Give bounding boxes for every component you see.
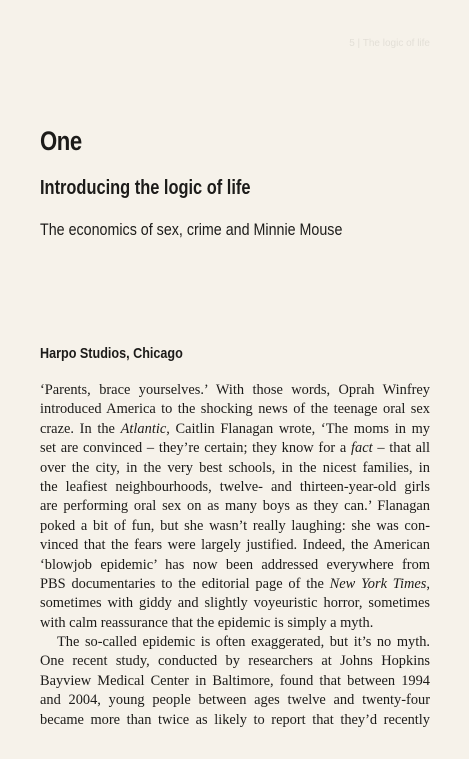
text-run: the leafiest neighbourhoods, twelve- and thirteen-year-old girls [40, 478, 430, 495]
text-line [40, 381, 430, 400]
chapter-title: Introducing the logic of life [40, 177, 251, 199]
text-run: Bayview Medical Center in Baltimore, found that between 1994 [40, 672, 430, 689]
italic-title: fact [351, 440, 373, 457]
text-run: introduced America to the shocking news of the teenage oral sex [40, 401, 430, 418]
text-line [40, 614, 430, 633]
text-run: sometimes with giddy and slightly voyeuristic horror, sometimes [40, 595, 430, 612]
text-line [40, 691, 430, 710]
text-run: One recent study, conducted by researchers at Johns Hopkins [40, 653, 430, 670]
text-run: craze. In the [40, 420, 121, 437]
text-run: ‘blowjob epidemic’ has now been addressed everywhere from [40, 556, 430, 573]
section-heading: Harpo Studios, Chicago [40, 345, 183, 362]
text-line [40, 575, 430, 594]
chapter-subtitle: The economics of sex, crime and Minnie Mouse [40, 220, 343, 239]
text-run: The so-called epidemic is often exaggerated, but it’s no myth. [57, 634, 430, 651]
body-text [40, 381, 430, 730]
chapter-number: One [40, 126, 82, 156]
text-line [40, 633, 430, 652]
text-line [40, 711, 430, 730]
text-line [40, 536, 430, 555]
text-line [40, 672, 430, 691]
text-run: with calm reassurance that the epidemic is simply a myth. [40, 614, 374, 631]
show-through-text [40, 34, 430, 53]
text-run: , Caitlin Flanagan wrote, ‘The moms in my [166, 420, 430, 437]
text-line [40, 652, 430, 671]
text-line [40, 478, 430, 497]
text-run: ‘Parents, brace yourselves.’ With those words, Oprah Winfrey [40, 382, 430, 398]
text-run: set are convinced – they’re certain; they know for a [40, 440, 352, 457]
text-line [40, 420, 430, 439]
text-run: and 2004, young people between ages twelve and twenty-four [40, 692, 430, 709]
text-run: PBS documentaries to the editorial page of the [40, 575, 330, 592]
italic-title: New York Times [329, 575, 427, 592]
text-line [40, 497, 430, 516]
text-run: , [426, 575, 430, 592]
text-line [40, 594, 430, 613]
text-line [40, 517, 430, 536]
text-run: are performing oral sex on as many boys as they can.’ Flanagan [40, 498, 430, 515]
text-run: became more than twice as likely to report that they’d recently [40, 711, 430, 728]
text-line [40, 556, 430, 575]
text-run: poked a bit of fun, but she wasn’t really laughing: she was con- [40, 517, 430, 534]
text-line [40, 439, 430, 458]
show-through-running-head: 5 | The logic of life [349, 38, 430, 49]
text-line [40, 400, 430, 419]
italic-title: Atlantic [120, 420, 167, 437]
text-run: vinced that the fears were largely justified. Indeed, the American [40, 537, 430, 554]
text-run: over the city, in the very best schools, in the nicest families, in [40, 459, 430, 476]
text-run: – that all [372, 440, 430, 457]
text-line [40, 459, 430, 478]
